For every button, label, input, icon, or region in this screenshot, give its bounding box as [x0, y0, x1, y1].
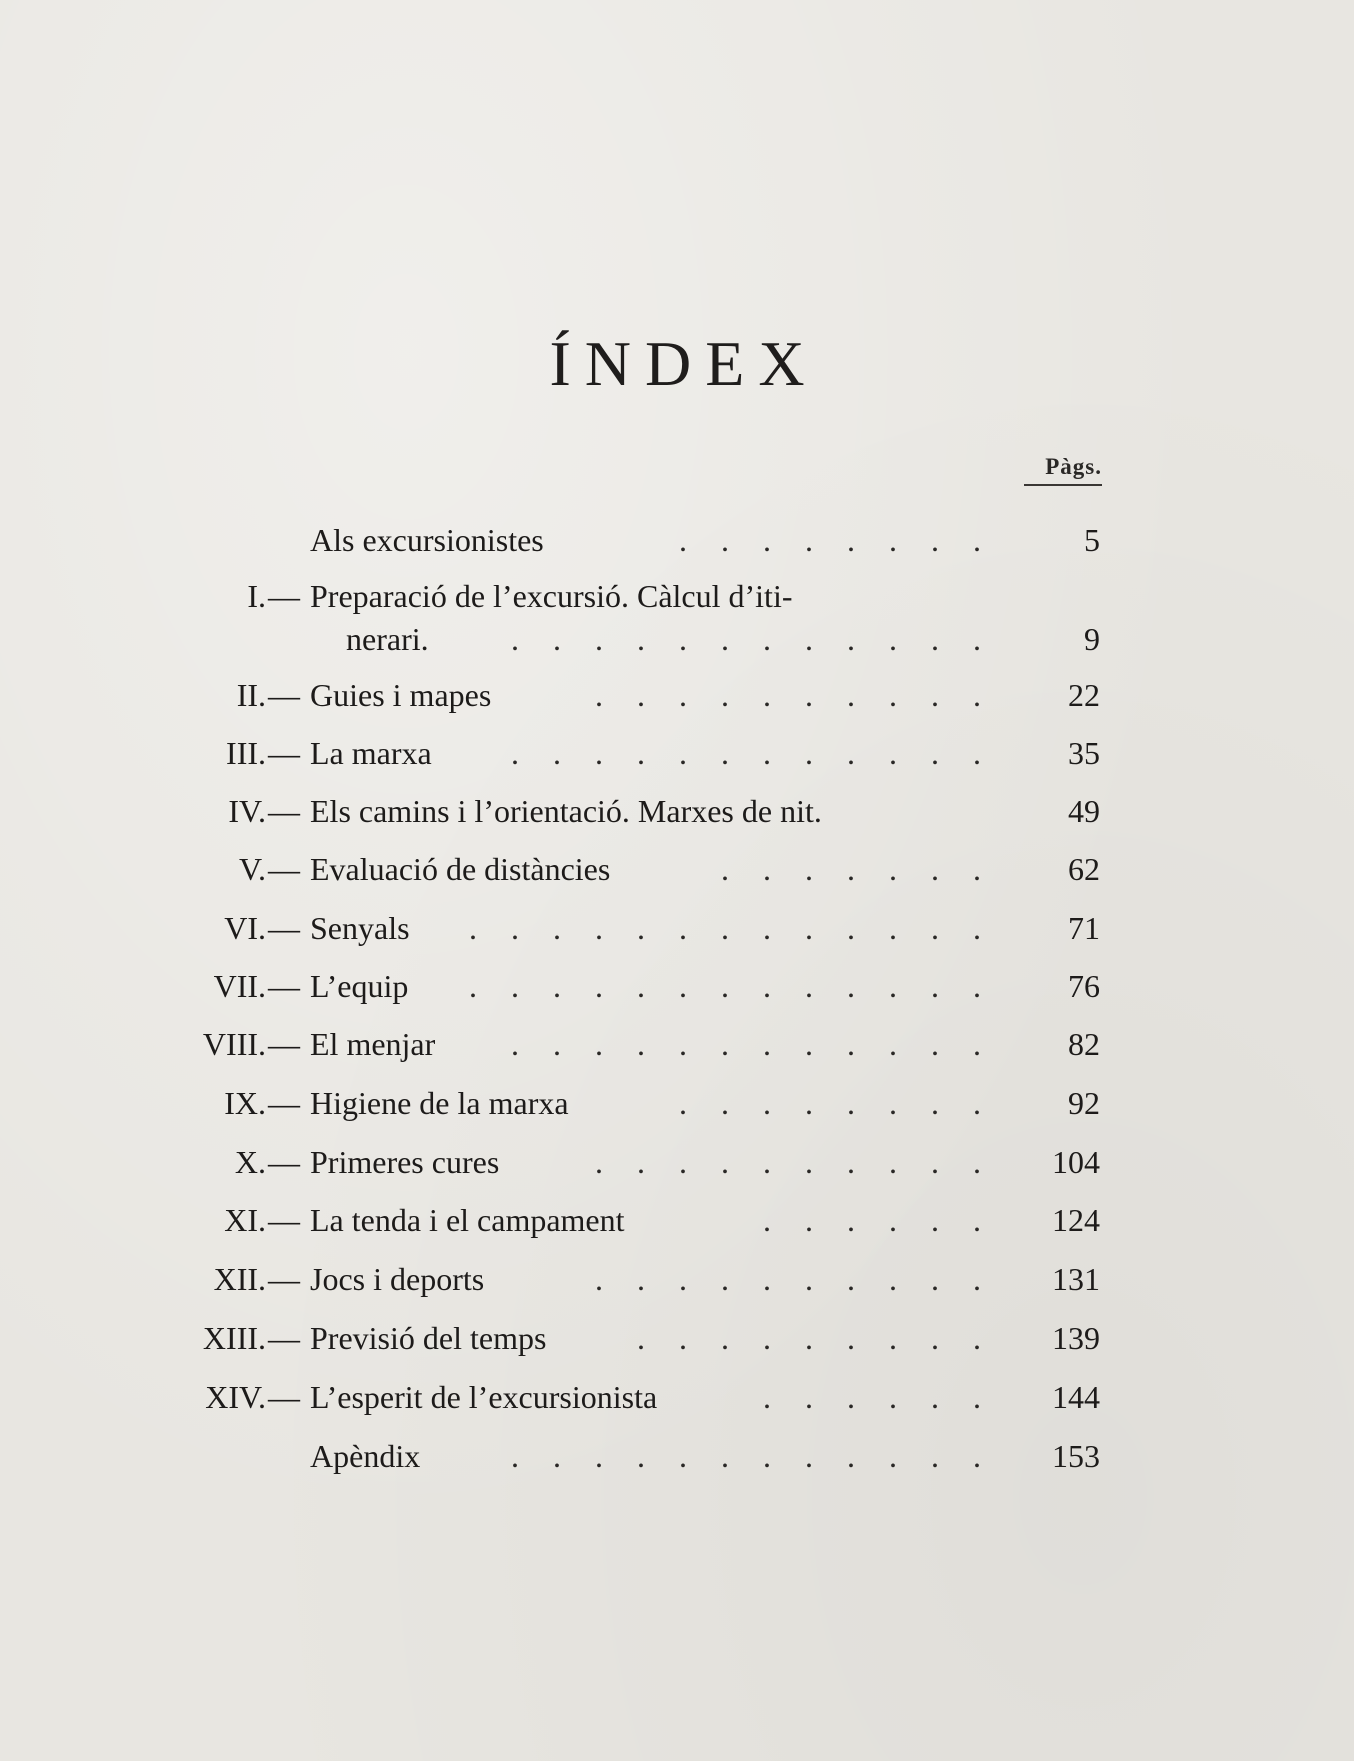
page-number: 9	[1084, 621, 1100, 657]
page-number: 124	[1052, 1202, 1100, 1238]
chapter-title: Evaluació de distàncies	[310, 851, 611, 887]
leader-dots: . . . . . . . . . .	[595, 677, 994, 713]
chapter-number: II.	[236, 677, 266, 713]
em-dash: —	[268, 677, 300, 713]
chapter-title: El menjar	[310, 1026, 436, 1062]
page-number: 104	[1052, 1144, 1100, 1180]
leader-dots: . . . . . . . . . . . .	[511, 621, 994, 657]
chapter-title: La marxa	[310, 735, 432, 771]
leader-dots: . . . . . . . . . .	[595, 1144, 994, 1180]
chapter-title: Apèndix	[310, 1438, 421, 1474]
em-dash: —	[268, 1379, 300, 1415]
chapter-number: V.	[239, 851, 266, 887]
page-number: 22	[1068, 677, 1100, 713]
em-dash: —	[268, 1261, 300, 1297]
leader-dots: . . . . . . . .	[679, 522, 994, 558]
page-number: 82	[1068, 1026, 1100, 1062]
pages-column-label: Pàgs.	[1024, 454, 1102, 486]
em-dash: —	[268, 1026, 300, 1062]
chapter-title: Preparació de l’excursió. Càlcul d’iti-	[310, 578, 793, 614]
leader-dots: . . . . . . . .	[679, 1085, 994, 1121]
chapter-title: L’esperit de l’excursionista	[310, 1379, 658, 1415]
chapter-number: XII.	[213, 1261, 266, 1297]
leader-dots: . . . . . .	[763, 1379, 994, 1415]
chapter-number: XIV.	[205, 1379, 266, 1415]
chapter-number: VI.	[224, 910, 266, 946]
chapter-number: I.	[247, 578, 266, 614]
chapter-title: Previsió del temps	[310, 1320, 547, 1356]
em-dash: —	[268, 1144, 300, 1180]
page-number: 153	[1052, 1438, 1100, 1474]
chapter-title: Primeres cures	[310, 1144, 500, 1180]
chapter-title: Als excursionistes	[310, 522, 544, 558]
em-dash: —	[268, 578, 300, 614]
chapter-title: Guies i mapes	[310, 677, 492, 713]
em-dash: —	[268, 793, 300, 829]
page-number: 144	[1052, 1379, 1100, 1415]
page-number: 5	[1084, 522, 1100, 558]
chapter-title: Higiene de la marxa	[310, 1085, 569, 1121]
leader-dots: . . . . . . . . . . . . .	[469, 968, 994, 1004]
page-number: 92	[1068, 1085, 1100, 1121]
em-dash: —	[268, 851, 300, 887]
em-dash: —	[268, 1085, 300, 1121]
chapter-number: IX.	[224, 1085, 266, 1121]
page-number: 76	[1068, 968, 1100, 1004]
page-number: 71	[1068, 910, 1100, 946]
em-dash: —	[268, 735, 300, 771]
em-dash: —	[268, 968, 300, 1004]
leader-dots: . . . . . . . . . .	[595, 1261, 994, 1297]
chapter-number: VIII.	[202, 1026, 266, 1062]
chapter-number: IV.	[228, 793, 266, 829]
page-number: 139	[1052, 1320, 1100, 1356]
leader-dots: . . . . . . .	[721, 851, 994, 887]
leader-dots: . . . . . . . . .	[637, 1320, 994, 1356]
page-number: 62	[1068, 851, 1100, 887]
page-number: 35	[1068, 735, 1100, 771]
chapter-title: Jocs i deports	[310, 1261, 485, 1297]
chapter-title: Senyals	[310, 910, 410, 946]
chapter-number: XI.	[224, 1202, 266, 1238]
chapter-title: La tenda i el campament	[310, 1202, 625, 1238]
page-number: 131	[1052, 1261, 1100, 1297]
index-title: ÍNDEX	[549, 328, 819, 399]
em-dash: —	[268, 1320, 300, 1356]
chapter-number: VII.	[213, 968, 266, 1004]
leader-dots: . . . . . . . . . . . .	[511, 1026, 994, 1062]
chapter-title-continued: nerari.	[346, 621, 429, 657]
em-dash: —	[268, 910, 300, 946]
chapter-number: X.	[234, 1144, 266, 1180]
leader-dots: . . . . . . . . . . . .	[511, 735, 994, 771]
leader-dots: . . . . . . . . . . . . .	[469, 910, 994, 946]
em-dash: —	[268, 1202, 300, 1238]
chapter-number: III.	[226, 735, 266, 771]
page-number: 49	[1068, 793, 1100, 829]
leader-dots: . . . . . .	[763, 1202, 994, 1238]
chapter-title: Els camins i l’orientació. Marxes de nit.	[310, 793, 822, 829]
chapter-number: XIII.	[202, 1320, 266, 1356]
chapter-title: L’equip	[310, 968, 409, 1004]
leader-dots: . . . . . . . . . . . .	[511, 1438, 994, 1474]
